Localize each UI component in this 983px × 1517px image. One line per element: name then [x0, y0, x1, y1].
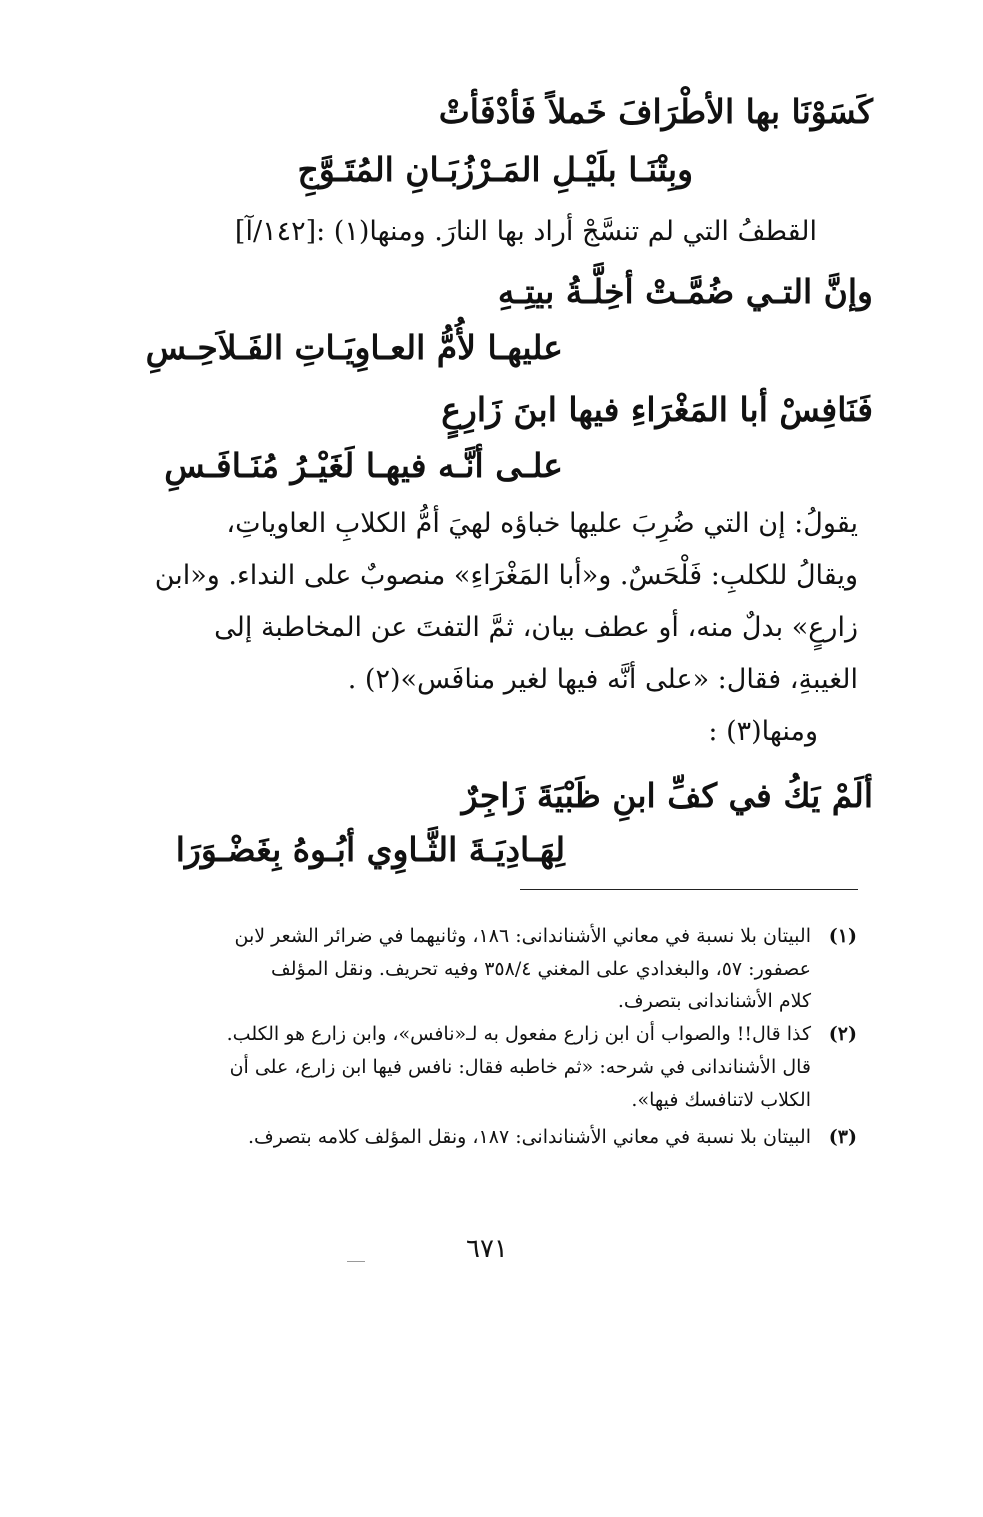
scan-mark — [347, 1261, 365, 1262]
prose-line: يقولُ: إن التي ضُرِبَ عليها خباؤه لهيَ أمُّ الكلابِ العاوياتِ، — [226, 508, 858, 539]
footnote-line: الكلاب لاتنافسك فيها». — [631, 1089, 811, 1111]
verse-line: وبِتْنَـا بلَيْـلِ المَـرْزُبَـانِ المُتَـوَّجِ — [297, 150, 693, 189]
prose-line: القطفُ التي لم تنسَّجْ أراد بها النارَ. ومنها(١) :[١٤٢/آ] — [234, 216, 817, 247]
footnote-line: قال الأشناندانى في شرحه: «ثم خاطبه فقال: نافس فيها ابن زارع، على أن — [229, 1056, 811, 1078]
prose-line: الغيبةِ، فقال: «على أنَّه فيها لغير منافَس»(٢) . — [347, 664, 858, 695]
verse-line: وإنَّ التـي ضُمَّـتْ أخِلَّـةُ بيتِـهِ — [497, 272, 873, 311]
footnote-line: البيتان بلا نسبة في معاني الأشناندانى: ١٨٧، ونقل المؤلف كلامه بتصرف. — [247, 1126, 811, 1148]
verse-line: فَنَافِسْ أبا المَغْرَاءِ فيها ابنَ زَارِعٍ — [441, 390, 873, 429]
footnote-line: البيتان بلا نسبة في معاني الأشناندانى: ١٨٦، وثانيهما في ضرائر الشعر لابن — [234, 925, 811, 947]
verse-line: ألَمْ يَكُ في كفِّ ابنِ ظَبْيَةَ زَاجِرٌ — [461, 776, 873, 815]
footnote-line: كذا قال!! والصواب أن ابن زارع مفعول به لـ«نافس»، وابن زارع هو الكلب. — [226, 1023, 811, 1045]
footnote-line: عصفور: ٥٧، والبغدادي على المغني ٣٥٨/٤ وفيه تحريف. ونقل المؤلف — [271, 958, 811, 980]
prose-line: زارعٍ» بدلٌ منه، أو عطف بيان، ثمَّ التفتَ عن المخاطبة إلى — [214, 612, 858, 643]
footnote-number: (٢) — [828, 1023, 857, 1045]
footnote-separator — [520, 889, 858, 890]
prose-line: ومنها(٣) : — [708, 716, 818, 747]
verse-line: علـى أنَّـه فيهـا لَغَيْـرُ مُنَـافَـسِ — [164, 446, 563, 485]
verse-line: كَسَوْنَا بها الأطْرَافَ خَملاً فَأدْفَأتْ — [438, 92, 873, 131]
verse-line: لِهَـادِيَـةَ الثَّـاوِي أبُـوهُ بِغَضْـوَرَا — [175, 830, 565, 869]
footnote-number: (٣) — [828, 1126, 857, 1148]
footnote-number: (١) — [828, 925, 857, 947]
page-number: ٦٧١ — [466, 1234, 508, 1264]
prose-line: ويقالُ للكلبِ: فَلْحَسٌ. و«أبا المَغْرَاءِ» منصوبٌ على النداء. و«ابن — [154, 560, 858, 591]
verse-line: عليهـا لأُمُّ العـاوِيَـاتِ الفَـلاَحِـسِ — [145, 328, 563, 367]
footnote-line: كلام الأشناندانى بتصرف. — [617, 990, 811, 1012]
